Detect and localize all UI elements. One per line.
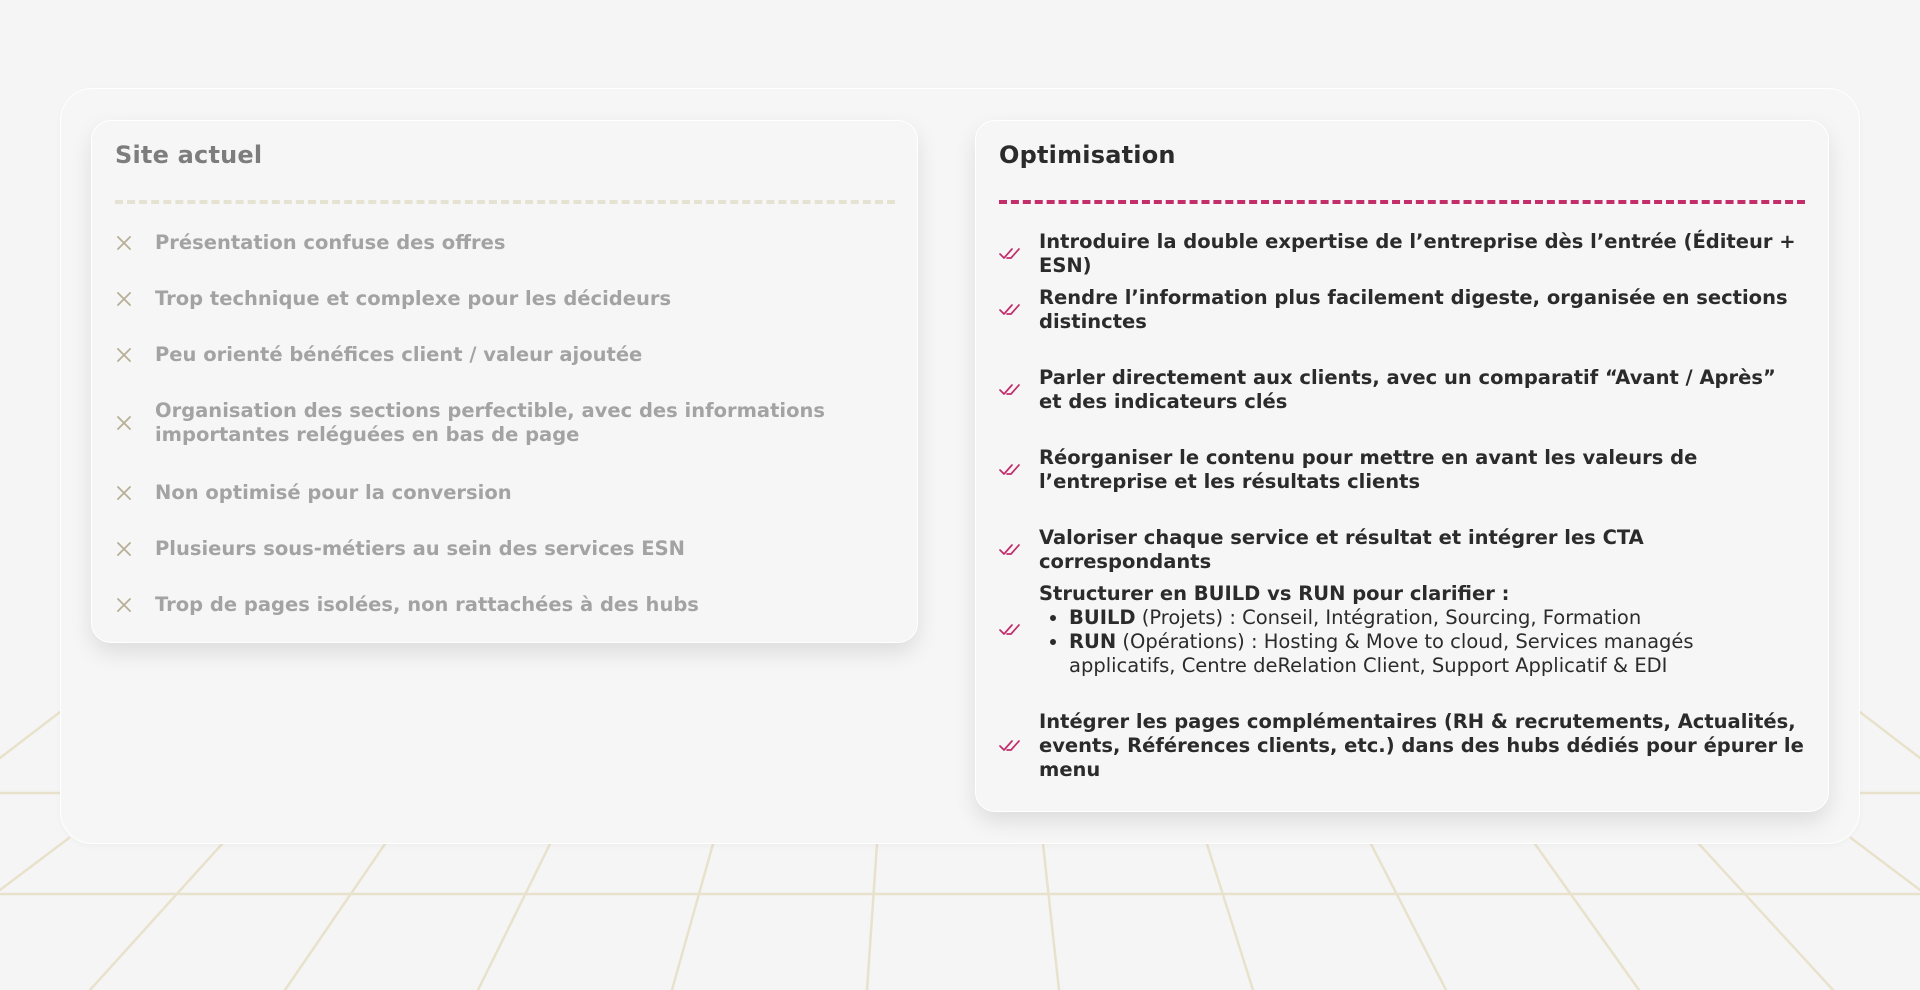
optimization-item <box>999 446 1805 494</box>
current-site-divider <box>115 200 895 204</box>
optimization-item-text: Valoriser chaque service et résultat et intégrer les CTA correspondants <box>1039 526 1644 573</box>
double-check-icon <box>999 733 1039 759</box>
build-label: BUILD <box>1069 606 1136 629</box>
current-site-item <box>115 480 895 506</box>
current-site-item-text: Non optimisé pour la conversion <box>155 481 512 504</box>
current-site-item-text: Plusieurs sous-métiers au sein des services ESN <box>155 537 685 560</box>
cross-icon <box>115 410 155 436</box>
cross-icon <box>115 342 155 368</box>
run-label: RUN <box>1069 630 1117 653</box>
optimization-item-text: Introduire la double expertise de l’entreprise dès l’entrée (Éditeur + ESN) <box>1039 230 1796 277</box>
current-site-item-text: Trop technique et complexe pour les décideurs <box>155 287 672 310</box>
optimization-title: Optimisation <box>999 141 1176 169</box>
build-run-item <box>1039 582 1805 678</box>
current-site-item-text: Présentation confuse des offres <box>155 231 506 254</box>
current-site-item <box>115 230 895 256</box>
current-site-item <box>115 536 895 562</box>
current-site-item <box>115 399 895 447</box>
current-site-title: Site actuel <box>115 141 263 169</box>
current-site-panel <box>91 120 918 643</box>
optimization-item <box>999 366 1805 414</box>
current-site-item <box>115 342 895 368</box>
cross-icon <box>115 592 155 618</box>
run-bullet <box>1069 630 1805 678</box>
optimization-item-text: Intégrer les pages complémentaires (RH & recrutements, Actualités, events, Références clients, etc.) dans des hubs dédiés pour épurer le menu <box>1039 710 1804 781</box>
optimization-panel <box>975 120 1829 812</box>
optimization-item-text: Rendre l’information plus facilement digeste, organisée en sections distinctes <box>1039 286 1788 333</box>
optimization-item-text: Réorganiser le contenu pour mettre en avant les valeurs de l’entreprise et les résultats clients <box>1039 446 1698 493</box>
cross-icon <box>115 230 155 256</box>
double-check-icon <box>999 617 1039 643</box>
optimization-item <box>999 230 1805 278</box>
run-description: (Opérations) : Hosting & Move to cloud, Services managés applicatifs, Centre deRelation Client, Support Applicatif & EDI <box>1069 630 1694 677</box>
current-site-item <box>115 286 895 312</box>
cross-icon <box>115 286 155 312</box>
optimization-item <box>999 526 1805 574</box>
double-check-icon <box>999 537 1039 563</box>
double-check-icon <box>999 241 1039 267</box>
current-site-item-text: Peu orienté bénéfices client / valeur ajoutée <box>155 343 643 366</box>
double-check-icon <box>999 377 1039 403</box>
current-site-item-text: Organisation des sections perfectible, avec des informations importantes reléguées en bas de page <box>155 399 825 446</box>
current-site-item <box>115 592 895 618</box>
build-run-list <box>1039 606 1805 678</box>
optimization-item-text: Parler directement aux clients, avec un comparatif “Avant / Après” et des indicateurs clés <box>1039 366 1776 413</box>
cross-icon <box>115 536 155 562</box>
current-site-item-text: Trop de pages isolées, non rattachées à des hubs <box>155 593 699 616</box>
build-description: (Projets) : Conseil, Intégration, Sourcing, Formation <box>1135 606 1642 629</box>
optimization-item <box>999 582 1805 678</box>
double-check-icon <box>999 297 1039 323</box>
optimization-divider <box>999 200 1805 204</box>
optimization-item <box>999 286 1805 334</box>
build-bullet <box>1069 606 1805 630</box>
double-check-icon <box>999 457 1039 483</box>
optimization-item <box>999 710 1805 782</box>
build-run-heading: Structurer en BUILD vs RUN pour clarifier : <box>1039 582 1510 605</box>
cross-icon <box>115 480 155 506</box>
